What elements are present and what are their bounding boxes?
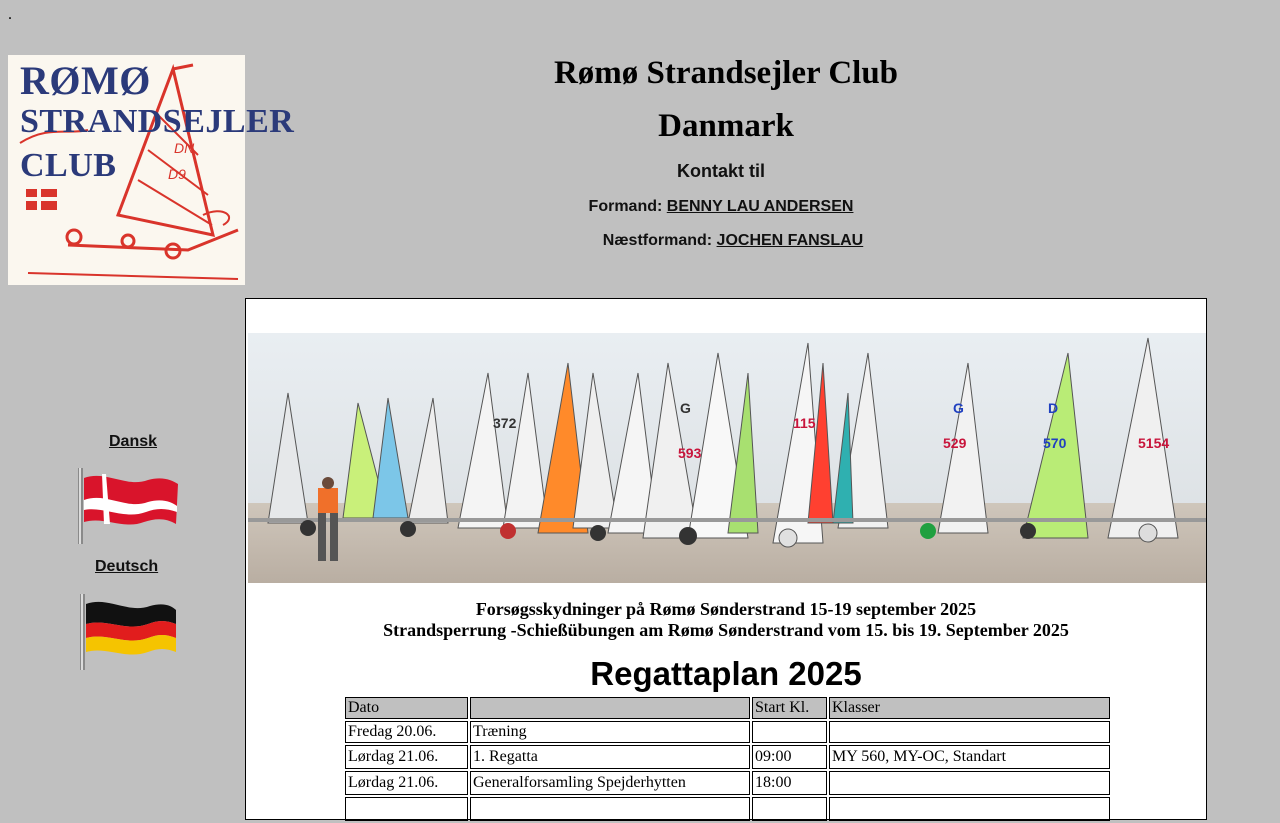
regatta-plan-title: Regattaplan 2025 <box>590 655 862 692</box>
naestformand-link[interactable]: JOCHEN FANSLAU <box>716 232 864 249</box>
language-link-deutsch[interactable]: Deutsch <box>95 558 159 575</box>
header-cell-event <box>470 697 750 719</box>
table-cell: Lørdag 21.06. <box>345 771 468 795</box>
formand-line <box>240 198 1202 216</box>
table-cell <box>829 771 1110 795</box>
logo-line-1: RØMØ <box>20 58 151 103</box>
club-logo <box>8 55 295 285</box>
svg-text:5154: 5154 <box>1138 435 1170 451</box>
sail-mark-1: DN <box>174 140 195 156</box>
svg-text:D: D <box>1048 400 1059 416</box>
table-cell <box>752 797 827 821</box>
page-subtitle: Danmark <box>658 108 794 144</box>
table-cell <box>829 721 1110 743</box>
formand-label: Formand: <box>588 198 667 215</box>
logo-line-2: STRANDSEJLER <box>20 103 295 140</box>
svg-text:G: G <box>680 400 691 416</box>
notice-danish: Forsøgsskydninger på Rømø Sønderstrand 15-19 september 2025 <box>475 599 977 619</box>
svg-text:593: 593 <box>678 445 702 461</box>
table-row <box>345 771 1110 795</box>
formand-link[interactable]: BENNY LAU ANDERSEN <box>666 198 854 215</box>
table-cell <box>752 721 827 743</box>
header-cell-date: Dato <box>345 697 468 719</box>
table-cell <box>829 797 1110 821</box>
table-cell: Træning <box>470 721 750 743</box>
language-link-dansk[interactable]: Dansk <box>109 433 158 450</box>
table-row <box>345 797 1110 821</box>
header-cell-start: Start Kl. <box>752 697 827 719</box>
main-content <box>245 298 1207 820</box>
svg-text:115: 115 <box>793 415 816 431</box>
svg-text:570: 570 <box>1043 435 1067 451</box>
svg-text:529: 529 <box>943 435 967 451</box>
naestformand-label: Næstformand: <box>602 232 717 249</box>
table-cell: MY 560, MY-OC, Standart <box>829 745 1110 769</box>
page-dot: . <box>8 6 12 23</box>
regatta-table <box>343 695 1112 823</box>
table-header-row <box>345 697 1110 719</box>
table-cell: Fredag 20.06. <box>345 721 468 743</box>
danish-flag-icon[interactable] <box>76 466 180 546</box>
banner-sailboats <box>248 333 1206 583</box>
svg-text:G: G <box>953 400 964 416</box>
table-cell: Generalforsamling Spejderhytten <box>470 771 750 795</box>
sail-mark-2: D9 <box>168 166 186 182</box>
table-cell: 09:00 <box>752 745 827 769</box>
regatta-banner-image <box>248 333 1206 583</box>
notice-german: Strandsperrung -Schießübungen am Rømø Sønderstrand vom 15. bis 19. September 2025 <box>383 620 1069 640</box>
logo-line-3: CLUB <box>20 147 117 184</box>
page-title: Rømø Strandsejler Club <box>553 55 899 91</box>
table-cell: 18:00 <box>752 771 827 795</box>
table-cell <box>345 797 468 821</box>
naestformand-line <box>252 232 1214 250</box>
table-cell <box>470 797 750 821</box>
contact-heading: Kontakt til <box>677 161 765 181</box>
svg-text:372: 372 <box>493 415 517 431</box>
table-cell: Lørdag 21.06. <box>345 745 468 769</box>
german-flag-icon[interactable] <box>78 592 180 672</box>
table-row <box>345 721 1110 743</box>
table-cell: 1. Regatta <box>470 745 750 769</box>
table-row <box>345 745 1110 769</box>
header-cell-classes: Klasser <box>829 697 1110 719</box>
